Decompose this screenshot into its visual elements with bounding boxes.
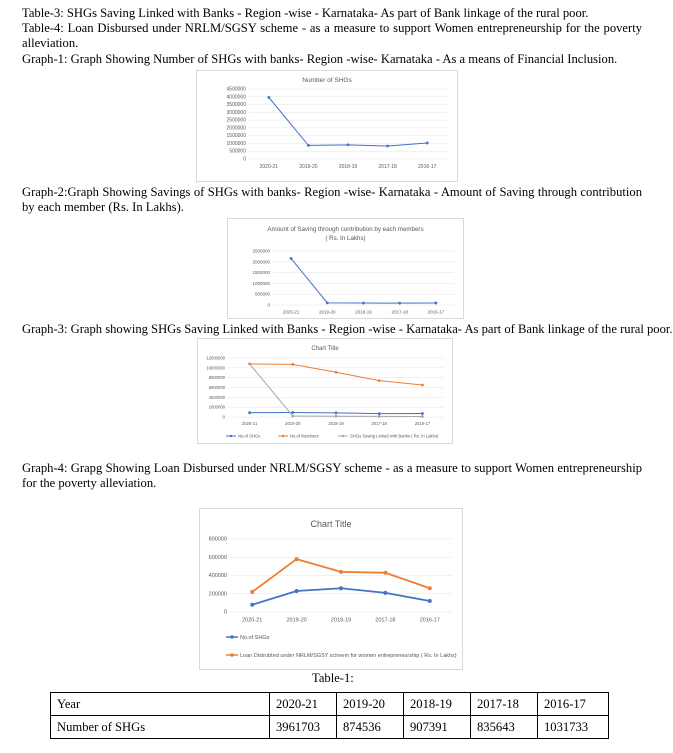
- data-point: [335, 411, 338, 414]
- y-tick-label: 2000000: [252, 259, 270, 265]
- data-point: [291, 415, 294, 418]
- series-line: [291, 259, 436, 304]
- table-cell: 874536: [337, 716, 404, 739]
- y-tick-label: 1500000: [252, 270, 270, 276]
- data-point: [398, 302, 401, 305]
- legend-label: No.of SHGs: [240, 635, 270, 641]
- y-tick-label: 2500000: [226, 117, 246, 124]
- data-point: [421, 415, 424, 418]
- y-tick-label: 3500000: [226, 102, 246, 109]
- legend-marker: [342, 435, 344, 437]
- graph3-caption: Graph-3: Graph showing SHGs Saving Linked with Banks - Region -wise - Karnataka- As part of Bank linkage of the rural poor.: [22, 322, 673, 336]
- chart-subtitle: ( Rs. In Lakhs): [325, 235, 366, 242]
- legend-label: SHGs Saving Linked with Banks ( Rs. In Lakhs): [350, 433, 439, 439]
- table-cell: Year: [51, 693, 270, 716]
- y-tick-label: 4500000: [226, 86, 246, 93]
- data-point: [290, 257, 293, 260]
- graph1-caption: Graph-1: Graph Showing Number of SHGs with banks- Region -wise- Karnataka - As a means of Financial Inclusion.: [22, 52, 618, 66]
- graph4-svg: [200, 509, 462, 669]
- data-point: [250, 590, 254, 594]
- y-tick-label: 6000000: [208, 385, 225, 390]
- data-point: [295, 589, 299, 593]
- table1: [50, 692, 609, 739]
- y-tick-label: 2500000: [252, 248, 270, 254]
- legend-label: No.of Members: [290, 433, 319, 439]
- x-tick-label: 2016-17: [427, 309, 445, 315]
- table4-caption: Table-4: Loan Disbursed under NRLM/SGSY scheme - as a measure to support Women entrepreneurship for the poverty alleviation.: [22, 21, 642, 50]
- table-cell: Number of SHGs: [51, 716, 270, 739]
- graph2-chart: [227, 218, 464, 319]
- data-point: [295, 557, 299, 561]
- data-point: [362, 302, 365, 305]
- x-tick-label: 2016-17: [418, 164, 437, 170]
- y-tick-label: 600000: [208, 554, 227, 561]
- data-point: [335, 415, 338, 418]
- table-row: [51, 693, 609, 716]
- graph4-caption: Graph-4: Grapg Showing Loan Disbursed under NRLM/SGSY scheme - as a measure to support Women entrepreneurship for the poverty alleviation.: [22, 461, 642, 490]
- x-tick-label: 2017-18: [371, 421, 387, 427]
- chart-title: Number of SHGs: [302, 77, 352, 84]
- table-cell: 2017-18: [471, 693, 538, 716]
- y-tick-label: 2000000: [208, 404, 225, 410]
- y-tick-label: 10000000: [206, 365, 225, 371]
- legend-marker: [230, 435, 232, 437]
- data-point: [339, 570, 343, 574]
- x-tick-label: 2018-19: [328, 421, 344, 427]
- y-tick-label: 0: [267, 302, 270, 308]
- y-tick-label: 8000000: [208, 375, 225, 381]
- data-point: [386, 145, 389, 148]
- y-tick-label: 1000000: [226, 140, 246, 147]
- x-tick-label: 2019-20: [285, 421, 301, 427]
- series-line: [252, 588, 430, 604]
- x-tick-label: 2019-20: [286, 617, 307, 624]
- data-point: [378, 415, 381, 418]
- x-tick-label: 2018-19: [355, 309, 372, 315]
- data-point: [378, 379, 381, 382]
- data-point: [248, 363, 251, 366]
- x-tick-label: 2019-20: [299, 164, 318, 170]
- legend-marker: [230, 635, 234, 639]
- legend-marker: [230, 653, 234, 657]
- legend-marker: [282, 435, 284, 437]
- table-cell: 2019-20: [337, 693, 404, 716]
- graph3-chart: [197, 338, 453, 444]
- x-tick-label: 2019-20: [319, 309, 336, 315]
- y-tick-label: 3000000: [226, 109, 246, 116]
- x-tick-label: 2016-17: [419, 617, 440, 624]
- x-tick-label: 2017-18: [375, 617, 396, 624]
- y-tick-label: 0: [223, 609, 227, 616]
- y-tick-label: 4000000: [226, 94, 246, 101]
- x-tick-label: 2020-21: [282, 309, 300, 315]
- data-point: [421, 412, 424, 415]
- y-tick-label: 12000000: [206, 355, 225, 361]
- data-point: [378, 412, 381, 415]
- x-tick-label: 2018-19: [330, 617, 352, 624]
- x-tick-label: 2018-19: [338, 164, 358, 170]
- x-tick-label: 2020-21: [242, 617, 263, 624]
- table-cell: 2020-21: [270, 693, 337, 716]
- table-cell: 907391: [404, 716, 471, 739]
- table-row: [51, 716, 609, 739]
- y-tick-label: 4000000: [208, 394, 225, 400]
- x-tick-label: 2016-17: [414, 421, 431, 427]
- series-line: [250, 364, 423, 385]
- chart-title: Chart Title: [310, 519, 352, 529]
- data-point: [421, 384, 424, 387]
- table3-caption: Table-3: SHGs Saving Linked with Banks - Region -wise - Karnataka- As part of Bank linkage of the rural poor.: [22, 6, 589, 20]
- y-tick-label: 500000: [229, 148, 246, 155]
- data-point: [267, 96, 270, 99]
- graph1-svg: [197, 71, 457, 181]
- y-tick-label: 400000: [208, 573, 227, 579]
- x-tick-label: 2017-18: [378, 164, 397, 170]
- chart-title: Chart Title: [311, 346, 339, 352]
- legend-label: No.of SHGs: [238, 433, 261, 439]
- data-point: [347, 143, 350, 146]
- table-cell: 2018-19: [404, 693, 471, 716]
- graph4-chart: [199, 508, 463, 670]
- graph3-svg: [198, 339, 452, 443]
- table-cell: 3961703: [270, 716, 337, 739]
- y-tick-label: 800000: [208, 536, 227, 543]
- table1-caption: Table-1:: [312, 671, 354, 685]
- table-cell: 835643: [471, 716, 538, 739]
- data-point: [435, 302, 438, 305]
- y-tick-label: 0: [222, 414, 225, 420]
- table-cell: 1031733: [538, 716, 609, 739]
- graph1-chart: [196, 70, 458, 182]
- x-tick-label: 2020-21: [241, 421, 258, 427]
- y-tick-label: 1000000: [252, 280, 270, 286]
- data-point: [383, 591, 387, 595]
- data-point: [383, 571, 387, 575]
- chart-title: Amount of Saving through contribution by each members: [267, 226, 424, 233]
- data-point: [339, 586, 343, 590]
- data-point: [307, 144, 310, 147]
- data-point: [248, 411, 251, 414]
- data-point: [291, 363, 294, 366]
- x-tick-label: 2017-18: [391, 309, 408, 315]
- y-tick-label: 1500000: [226, 133, 246, 140]
- data-point: [291, 411, 294, 414]
- data-point: [428, 599, 432, 603]
- data-point: [335, 371, 338, 374]
- data-point: [326, 301, 329, 304]
- graph2-caption: Graph-2:Graph Showing Savings of SHGs with banks- Region -wise- Karnataka - Amount of Saving through contribution by each member (Rs. In Lakhs).: [22, 185, 642, 214]
- data-point: [426, 142, 429, 145]
- legend-label: Loan Distrubted under NRLM/SGSY scheem for women entrepreneurship ( Rs. In Lakhs): [240, 653, 457, 659]
- y-tick-label: 0: [243, 156, 246, 163]
- data-point: [250, 603, 254, 607]
- y-tick-label: 200000: [208, 591, 227, 598]
- table-cell: 2016-17: [538, 693, 609, 716]
- data-point: [428, 586, 432, 590]
- x-tick-label: 2020-21: [259, 164, 278, 170]
- graph2-svg: [228, 219, 463, 318]
- y-tick-label: 2000000: [226, 125, 246, 132]
- y-tick-label: 500000: [254, 291, 270, 297]
